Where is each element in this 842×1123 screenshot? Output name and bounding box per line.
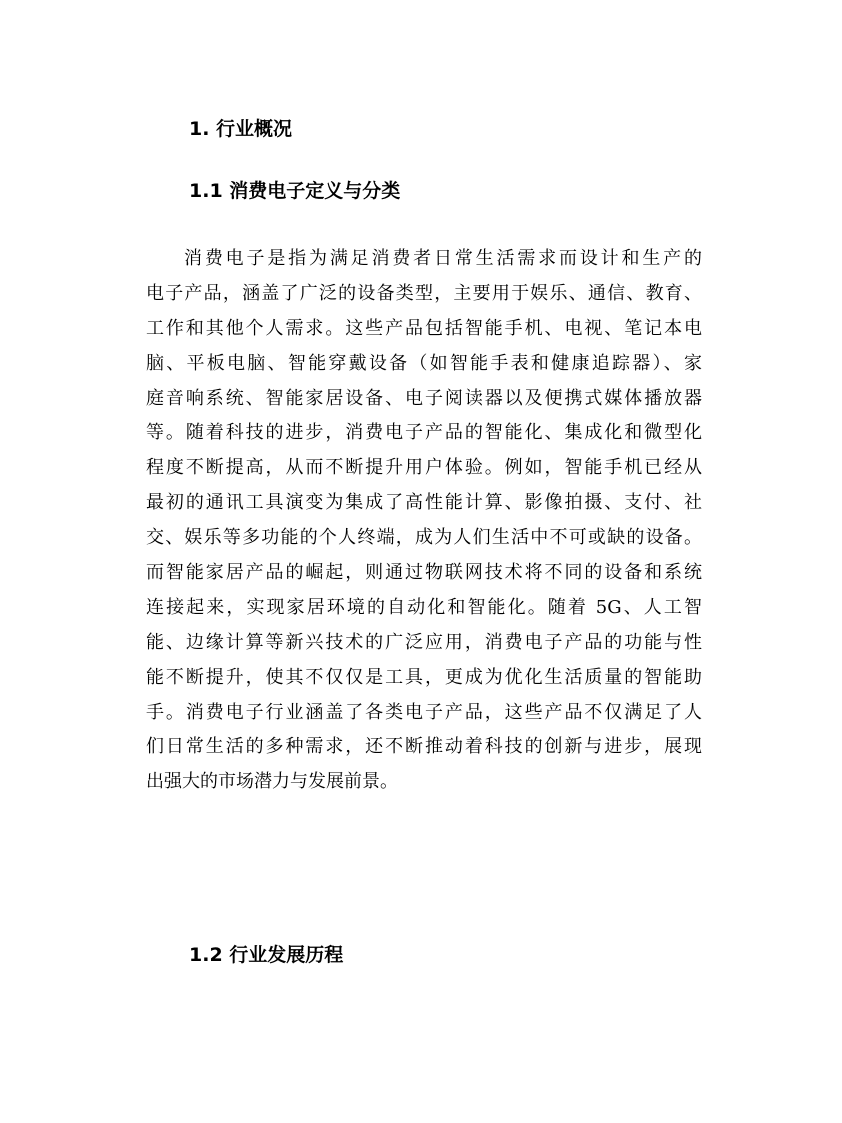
paragraph-line: 庭音响系统、智能家居设备、电子阅读器以及便携式媒体播放器: [146, 387, 702, 409]
paragraph-line: 程度不断提高，从而不断提升用户体验。例如，智能手机已经从: [146, 457, 702, 479]
paragraph-line: 而智能家居产品的崛起，则通过物联网技术将不同的设备和系统: [146, 562, 702, 584]
paragraph-line: 出强大的市场潜力与发展前景。: [146, 771, 398, 793]
paragraph-line: 等。随着科技的进步，消费电子产品的智能化、集成化和微型化: [146, 422, 702, 444]
paragraph-consumer-electronics-definition: [146, 242, 702, 800]
paragraph-line: 们日常生活的多种需求，还不断推动着科技的创新与进步，展现: [146, 736, 702, 758]
paragraph-line: 手。消费电子行业涵盖了各类电子产品，这些产品不仅满足了人: [146, 701, 702, 723]
paragraph-line: 最初的通讯工具演变为集成了高性能计算、影像拍摄、支付、社: [146, 492, 702, 514]
paragraph-line: 能不断提升，使其不仅仅是工具，更成为优化生活质量的智能助: [146, 666, 702, 688]
paragraph-line: 脑、平板电脑、智能穿戴设备（如智能手表和健康追踪器）、家: [146, 352, 702, 374]
paragraph-line: 消费电子是指为满足消费者日常生活需求而设计和生产的: [184, 248, 702, 269]
paragraph-line: 工作和其他个人需求。这些产品包括智能手机、电视、笔记本电: [146, 317, 702, 339]
heading-industry-overview: 1. 行业概况: [189, 118, 293, 140]
heading-development-history: 1.2 行业发展历程: [189, 944, 344, 966]
paragraph-line: 交、娱乐等多功能的个人终端，成为人们生活中不可或缺的设备。: [146, 527, 702, 549]
paragraph-line: 电子产品，涵盖了广泛的设备类型，主要用于娱乐、通信、教育、: [146, 282, 702, 304]
paragraph-line: 连接起来，实现家居环境的自动化和智能化。随着 5G、人工智: [146, 596, 702, 618]
heading-definition-and-classification: 1.1 消费电子定义与分类: [189, 180, 401, 202]
paragraph-line: 能、边缘计算等新兴技术的广泛应用，消费电子产品的功能与性: [146, 631, 702, 653]
